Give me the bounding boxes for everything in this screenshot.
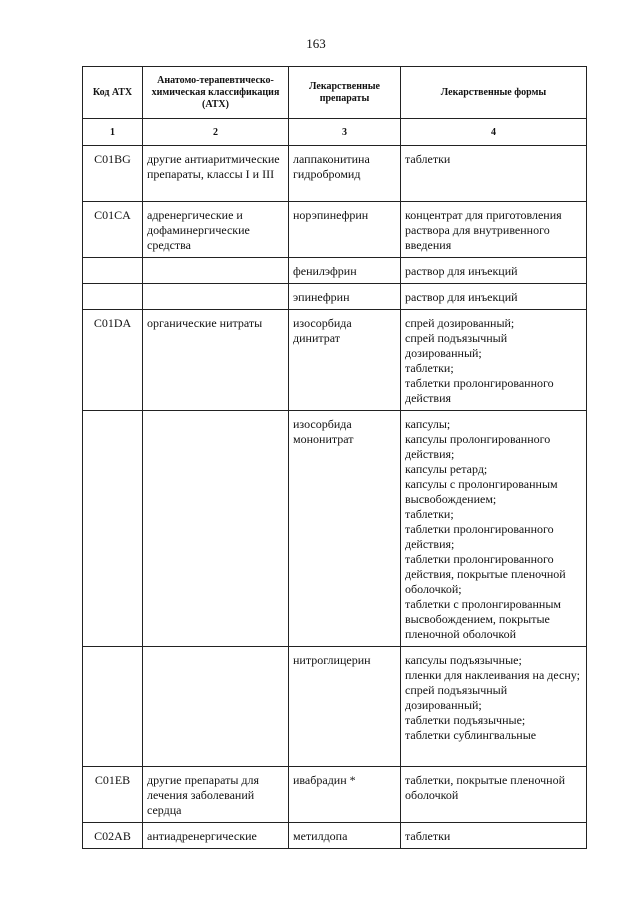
table-row bbox=[83, 647, 587, 767]
atx-code-cell: C02AB bbox=[83, 823, 143, 849]
forms-cell bbox=[401, 258, 587, 284]
dosage-form: капсулы с пролонгированным высвобождением; bbox=[405, 477, 558, 506]
dosage-form: таблетки пролонгированного действия, покрытые пленочной оболочкой; bbox=[405, 552, 566, 596]
atx-code-cell: C01EB bbox=[83, 767, 143, 823]
classification-cell bbox=[143, 258, 289, 284]
atx-code-cell bbox=[83, 258, 143, 284]
atx-code-cell bbox=[83, 411, 143, 647]
drug-cell: метилдопа bbox=[289, 823, 401, 849]
atx-table bbox=[82, 66, 587, 849]
dosage-form: спрей подъязычный дозированный; bbox=[405, 683, 508, 712]
table-row bbox=[83, 310, 587, 411]
column-number: 4 bbox=[401, 119, 587, 146]
forms-cell bbox=[401, 411, 587, 647]
forms-cell bbox=[401, 310, 587, 411]
dosage-form: раствор для инъекций bbox=[405, 290, 518, 304]
forms-cell bbox=[401, 823, 587, 849]
forms-cell bbox=[401, 767, 587, 823]
table-row bbox=[83, 202, 587, 258]
dosage-form: пленки для наклеивания на десну; bbox=[405, 668, 580, 682]
dosage-form: таблетки; bbox=[405, 507, 454, 521]
atx-code-cell bbox=[83, 284, 143, 310]
forms-cell bbox=[401, 284, 587, 310]
dosage-form: капсулы подъязычные; bbox=[405, 653, 522, 667]
column-number: 2 bbox=[143, 119, 289, 146]
dosage-form: капсулы пролонгированного действия; bbox=[405, 432, 551, 461]
drug-cell: ивабрадин * bbox=[289, 767, 401, 823]
header-drugs: Лекарственные препараты bbox=[289, 67, 401, 119]
column-number: 3 bbox=[289, 119, 401, 146]
classification-cell bbox=[143, 647, 289, 767]
table-row bbox=[83, 258, 587, 284]
drug-cell: изосорбида динитрат bbox=[289, 310, 401, 411]
drug-cell: фенилэфрин bbox=[289, 258, 401, 284]
drug-cell: эпинефрин bbox=[289, 284, 401, 310]
dosage-form: концентрат для приготовления раствора для внутривенного введения bbox=[405, 208, 562, 252]
dosage-form: таблетки сублингвальные bbox=[405, 728, 537, 742]
classification-cell: антиадренергические bbox=[143, 823, 289, 849]
forms-cell bbox=[401, 647, 587, 767]
classification-cell: другие антиаритмические препараты, классы I и III bbox=[143, 146, 289, 202]
table-row bbox=[83, 823, 587, 849]
classification-cell: другие препараты для лечения заболеваний сердца bbox=[143, 767, 289, 823]
dosage-form: таблетки пролонгированного действия bbox=[405, 376, 554, 405]
table-row bbox=[83, 411, 587, 647]
dosage-form: таблетки пролонгированного действия; bbox=[405, 522, 554, 551]
header-row bbox=[83, 67, 587, 119]
page-number: 163 bbox=[306, 36, 326, 51]
dosage-form: таблетки bbox=[405, 829, 451, 843]
forms-cell bbox=[401, 202, 587, 258]
dosage-form: раствор для инъекций bbox=[405, 264, 518, 278]
dosage-form: таблетки с пролонгированным высвобождением, покрытые пленочной оболочкой bbox=[405, 597, 562, 641]
dosage-form: капсулы ретард; bbox=[405, 462, 488, 476]
atx-code-cell bbox=[83, 647, 143, 767]
drug-cell: норэпинефрин bbox=[289, 202, 401, 258]
header-code: Код АТХ bbox=[83, 67, 143, 119]
classification-cell bbox=[143, 284, 289, 310]
dosage-form: таблетки; bbox=[405, 361, 454, 375]
table-row bbox=[83, 767, 587, 823]
dosage-form: таблетки, покрытые пленочной оболочкой bbox=[405, 773, 566, 802]
dosage-form: таблетки bbox=[405, 152, 451, 166]
classification-cell: органические нитраты bbox=[143, 310, 289, 411]
table-row bbox=[83, 146, 587, 202]
atx-code-cell: C01DA bbox=[83, 310, 143, 411]
dosage-form: спрей подъязычный дозированный; bbox=[405, 331, 508, 360]
atx-code-cell: C01BG bbox=[83, 146, 143, 202]
drug-cell: лаппаконитина гидробромид bbox=[289, 146, 401, 202]
dosage-form: таблетки подъязычные; bbox=[405, 713, 526, 727]
header-forms: Лекарственные формы bbox=[401, 67, 587, 119]
drug-cell: нитроглицерин bbox=[289, 647, 401, 767]
dosage-form: капсулы; bbox=[405, 417, 451, 431]
classification-cell bbox=[143, 411, 289, 647]
drug-cell: изосорбида мононитрат bbox=[289, 411, 401, 647]
dosage-form: спрей дозированный; bbox=[405, 316, 515, 330]
classification-cell: адренергические и дофаминергические средства bbox=[143, 202, 289, 258]
column-number: 1 bbox=[83, 119, 143, 146]
column-number-row bbox=[83, 119, 587, 146]
header-classification: Анатомо-терапевтическо-химическая классификация (АТХ) bbox=[143, 67, 289, 119]
forms-cell bbox=[401, 146, 587, 202]
table-row bbox=[83, 284, 587, 310]
atx-code-cell: C01CA bbox=[83, 202, 143, 258]
